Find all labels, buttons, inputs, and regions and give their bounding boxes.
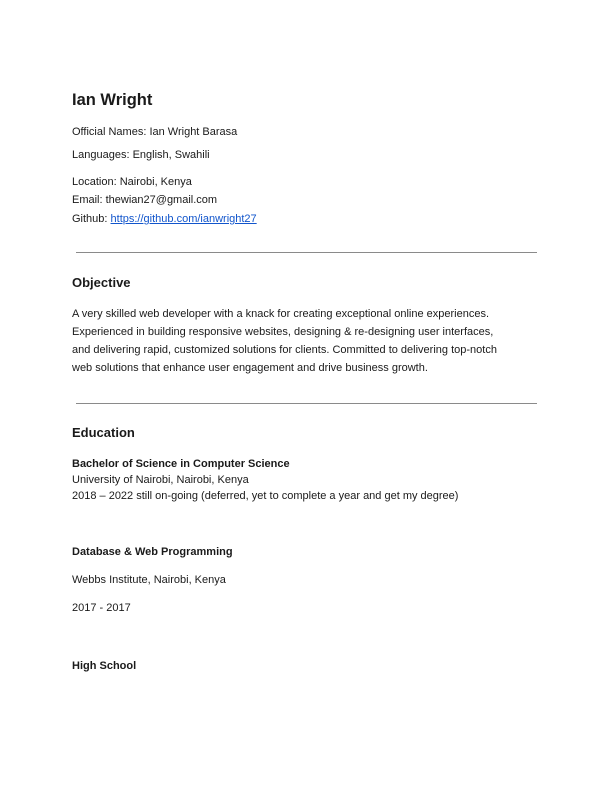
official-names-line — [72, 126, 237, 138]
objective-heading: Objective — [72, 275, 131, 290]
education-institution: University of Nairobi, Nairobi, Kenya — [72, 474, 249, 486]
github-label: Github: — [72, 213, 108, 225]
education-degree: Database & Web Programming — [72, 546, 233, 558]
objective-line: A very skilled web developer with a knack for creating exceptional online experiences. — [72, 308, 490, 320]
education-institution: Webbs Institute, Nairobi, Kenya — [72, 574, 226, 586]
resume-name: Ian Wright — [72, 91, 153, 109]
objective-line: Experienced in building responsive websites, designing & re-designing user interfaces, — [72, 326, 494, 338]
languages-line — [72, 149, 210, 161]
objective-paragraph — [72, 305, 544, 377]
education-heading: Education — [72, 425, 135, 440]
education-dates: 2017 - 2017 — [72, 602, 131, 614]
location-label: Location: — [72, 176, 117, 188]
location-value: Nairobi, Kenya — [119, 176, 192, 188]
objective-line: web solutions that enhance user engagement and drive business growth. — [72, 362, 428, 374]
email-label: Email: — [72, 194, 103, 206]
official-names-label: Official Names: — [72, 126, 147, 138]
section-divider — [76, 252, 537, 253]
email-line — [72, 194, 217, 206]
official-names-value: Ian Wright Barasa — [149, 126, 238, 138]
languages-label: Languages: — [72, 149, 130, 161]
objective-line: and delivering rapid, customized solutions for clients. Committed to delivering top-notch — [72, 344, 497, 356]
education-degree: High School — [72, 660, 137, 672]
github-link[interactable]: https://github.com/ianwright27 — [110, 213, 257, 225]
email-value: thewian27@gmail.com — [105, 194, 218, 206]
education-degree: Bachelor of Science in Computer Science — [72, 458, 290, 470]
languages-value: English, Swahili — [132, 149, 210, 161]
section-divider — [76, 403, 537, 404]
education-dates: 2018 – 2022 still on-going (deferred, yet to complete a year and get my degree) — [72, 490, 459, 502]
location-line — [72, 176, 192, 188]
github-line — [72, 213, 257, 225]
